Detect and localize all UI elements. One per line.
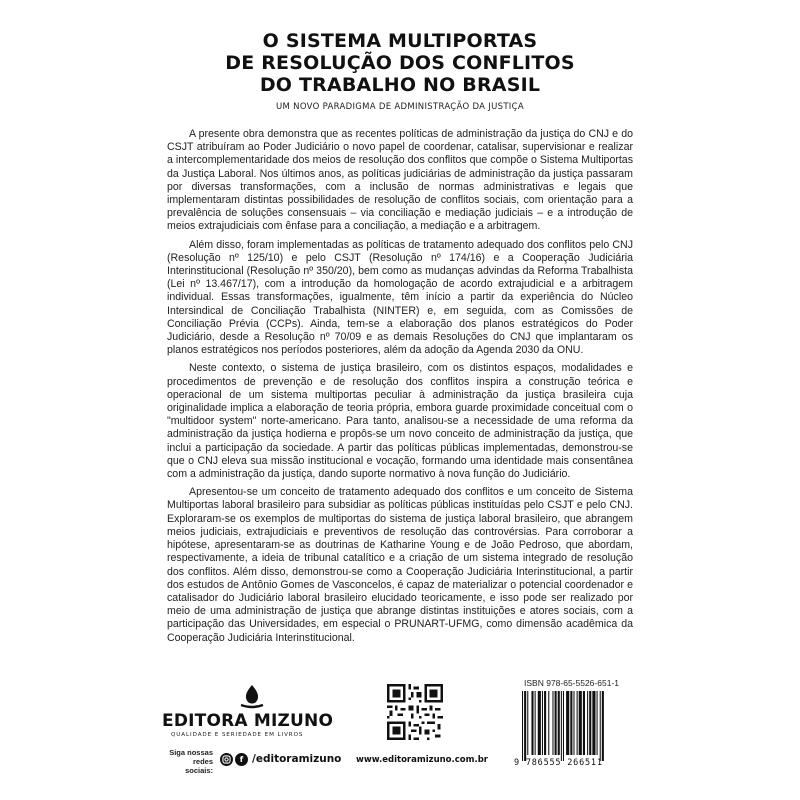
barcode-bar [522,691,523,761]
paragraph: Neste contexto, o sistema de justiça brasileiro, com os distintos espaços, modalidades e procedimentos de prevenção e de resolução dos conflitos inspira a construção teórica e operacional de um sistema multiportas peculiar à administração da justiça brasileira cuja originalidade implica a elaboração de teoria própria, embora guarde proximidade conceitual com o "multidoor system" norte-americano. Para tanto, analisou-se a necessidade de uma reforma da administração da justiça hodierna e propôs-se um novo conceito de administração da justiça, que inclui a participação da sociedade. A partir das políticas públicas implementadas, demonstrou-se que o CNJ eleva sua missão institucional e vocação, formando uma identidade mais consentânea com a administração da justiça, dando suporte normativo à nova função do Judiciário. [167,362,633,481]
barcode-digits: 9 786555 266511 [514,758,603,768]
barcode-bar [597,691,598,755]
barcode-bar [548,691,549,755]
barcode-bar [544,691,546,755]
barcode-bar [577,691,578,755]
barcode-bar [602,691,604,761]
barcode-bar [579,691,582,755]
barcode-bar [524,691,526,761]
barcode-bar [600,691,601,761]
social-handle[interactable]: /editoramizuno [252,753,342,765]
candle-flame-icon [162,683,342,713]
barcode-bar [583,691,585,755]
publisher-logo [162,683,342,743]
publisher-name: EDITORA MIZUNO [162,711,334,731]
synopsis-text [167,128,633,650]
instagram-icon[interactable] [220,753,233,766]
facebook-icon[interactable]: f [235,753,248,766]
publisher-website[interactable]: www.editoramizuno.com.br [356,755,488,765]
barcode-bar [563,691,564,761]
barcode-bar [552,691,553,755]
social-label-line: Siga nossas [169,748,213,757]
barcode-bar [527,691,528,755]
social-label-line: redes sociais: [185,757,213,775]
barcode-bar [592,691,595,755]
paragraph: A presente obra demonstra que as recentes políticas de administração da justiça do CNJ e do CSJT atribuíram ao Poder Judiciário o novo papel de coordenar, catalisar, supervisionar e realizar a intercomplementaridade dos meios de resolução dos conflitos que compõe o Sistema Multiportas da Justiça Laboral. Nos últimos anos, as políticas judiciárias de administração da justiça passaram por diversas transformações, com a inclusão de normas administrativas e legais que implementaram distintas possibilidades de resolução de conflitos sociais, com orientação para a prevalência de soluções consensuais – via conciliação e mediação judiciais – e a introdução de meios extrajudiciais com ênfase para a conciliação, a mediação e a arbitragem. [167,128,633,233]
barcode-bar [566,691,569,755]
social-label [168,748,213,775]
barcode-bar [570,691,572,755]
barcode-bar [573,691,574,755]
paragraph: Além disso, foram implementadas as políticas de tratamento adequado dos conflitos pelo CNJ (Resolução nº 125/10) e pelo CSJT (Resolução nº 174/16) e a Cooperação Judiciária Interinstitucional (Resolução nº 350/20), bem como as mudanças advindas da Reforma Trabalhista (Lei nº 13.467/17), com a introdução da homologação de acordo extrajudicial e a arbitragem individual. Essas transformações, igualmente, têm início a partir da experiência do Núcleo Intersindical de Conciliação Trabalhista (NINTER) e, em seguida, com as Comissões de Conciliação Prévia (CCPs). Ainda, tem-se a elaboração dos planos estratégicos do Poder Judiciário, desde a Resolução nº 70/09 e as demais Resoluções do CNJ que implantaram os planos estratégicos nos períodos posteriores, além da adoção da Agenda 2030 da ONU. [167,238,633,357]
isbn-label: ISBN 978-65-5526-651-1 [524,678,619,688]
qr-code [387,684,443,740]
title-line: DE RESOLUÇÃO DOS CONFLITOS [225,52,575,74]
publisher-tagline: QUALIDADE E SERIEDADE EM LIVROS [171,732,304,738]
social-icons [220,753,248,766]
paragraph: Apresentou-se um conceito de tratamento adequado dos conflitos e um conceito de Sistema Multiportas laboral brasileiro para subsidiar as políticas públicas instituídas pelo CSJT e pelo CNJ. Exploraram-se os exemplos de multiportas do sistema de justiça laboral brasileiro, que abrangem meios judiciais, extrajudiciais e preventivos de resolução das controvérsias. Para corroborar a hipótese, apresentaram-se as doutrinas de Katharine Young e de João Pedroso, que abordam, respectivamente, a ideia de tribunal catalítico e a criação de um sistema integrado de resolução dos conflitos. Além disso, demonstrou-se como a Cooperação Judiciária Interinstitucional, a partir dos estudos de Antônio Gomes de Vasconcelos, é capaz de materializar o potencial coordenador e catalisador do Judiciário laboral brasileiro elucidado teoricamente, e isso pode ser realizado por meio de uma administração de justiça que abrange distintas instituições e atores sociais, com a participação das Universidades, em especial o PRUNART-UFMG, como dimensão acadêmica da Cooperação Judiciária Interinstitucional. [167,486,633,644]
barcode-bar [555,691,557,755]
barcode-bar [535,691,536,755]
barcode-bar [538,691,541,755]
barcode-bar [587,691,588,755]
book-title [0,30,800,96]
barcode-bar [589,691,591,755]
barcode [520,691,634,761]
title-line: O SISTEMA MULTIPORTAS [262,30,538,52]
barcode-bar [558,691,560,755]
barcode-bar [542,691,543,755]
barcode-bar [561,691,562,761]
book-subtitle: UM NOVO PARADIGMA DE ADMINISTRAÇÃO DA JUSTIÇA [276,102,524,112]
barcode-bar [531,691,533,755]
social-block [168,748,368,774]
title-line: DO TRABALHO NO BRASIL [259,74,541,96]
